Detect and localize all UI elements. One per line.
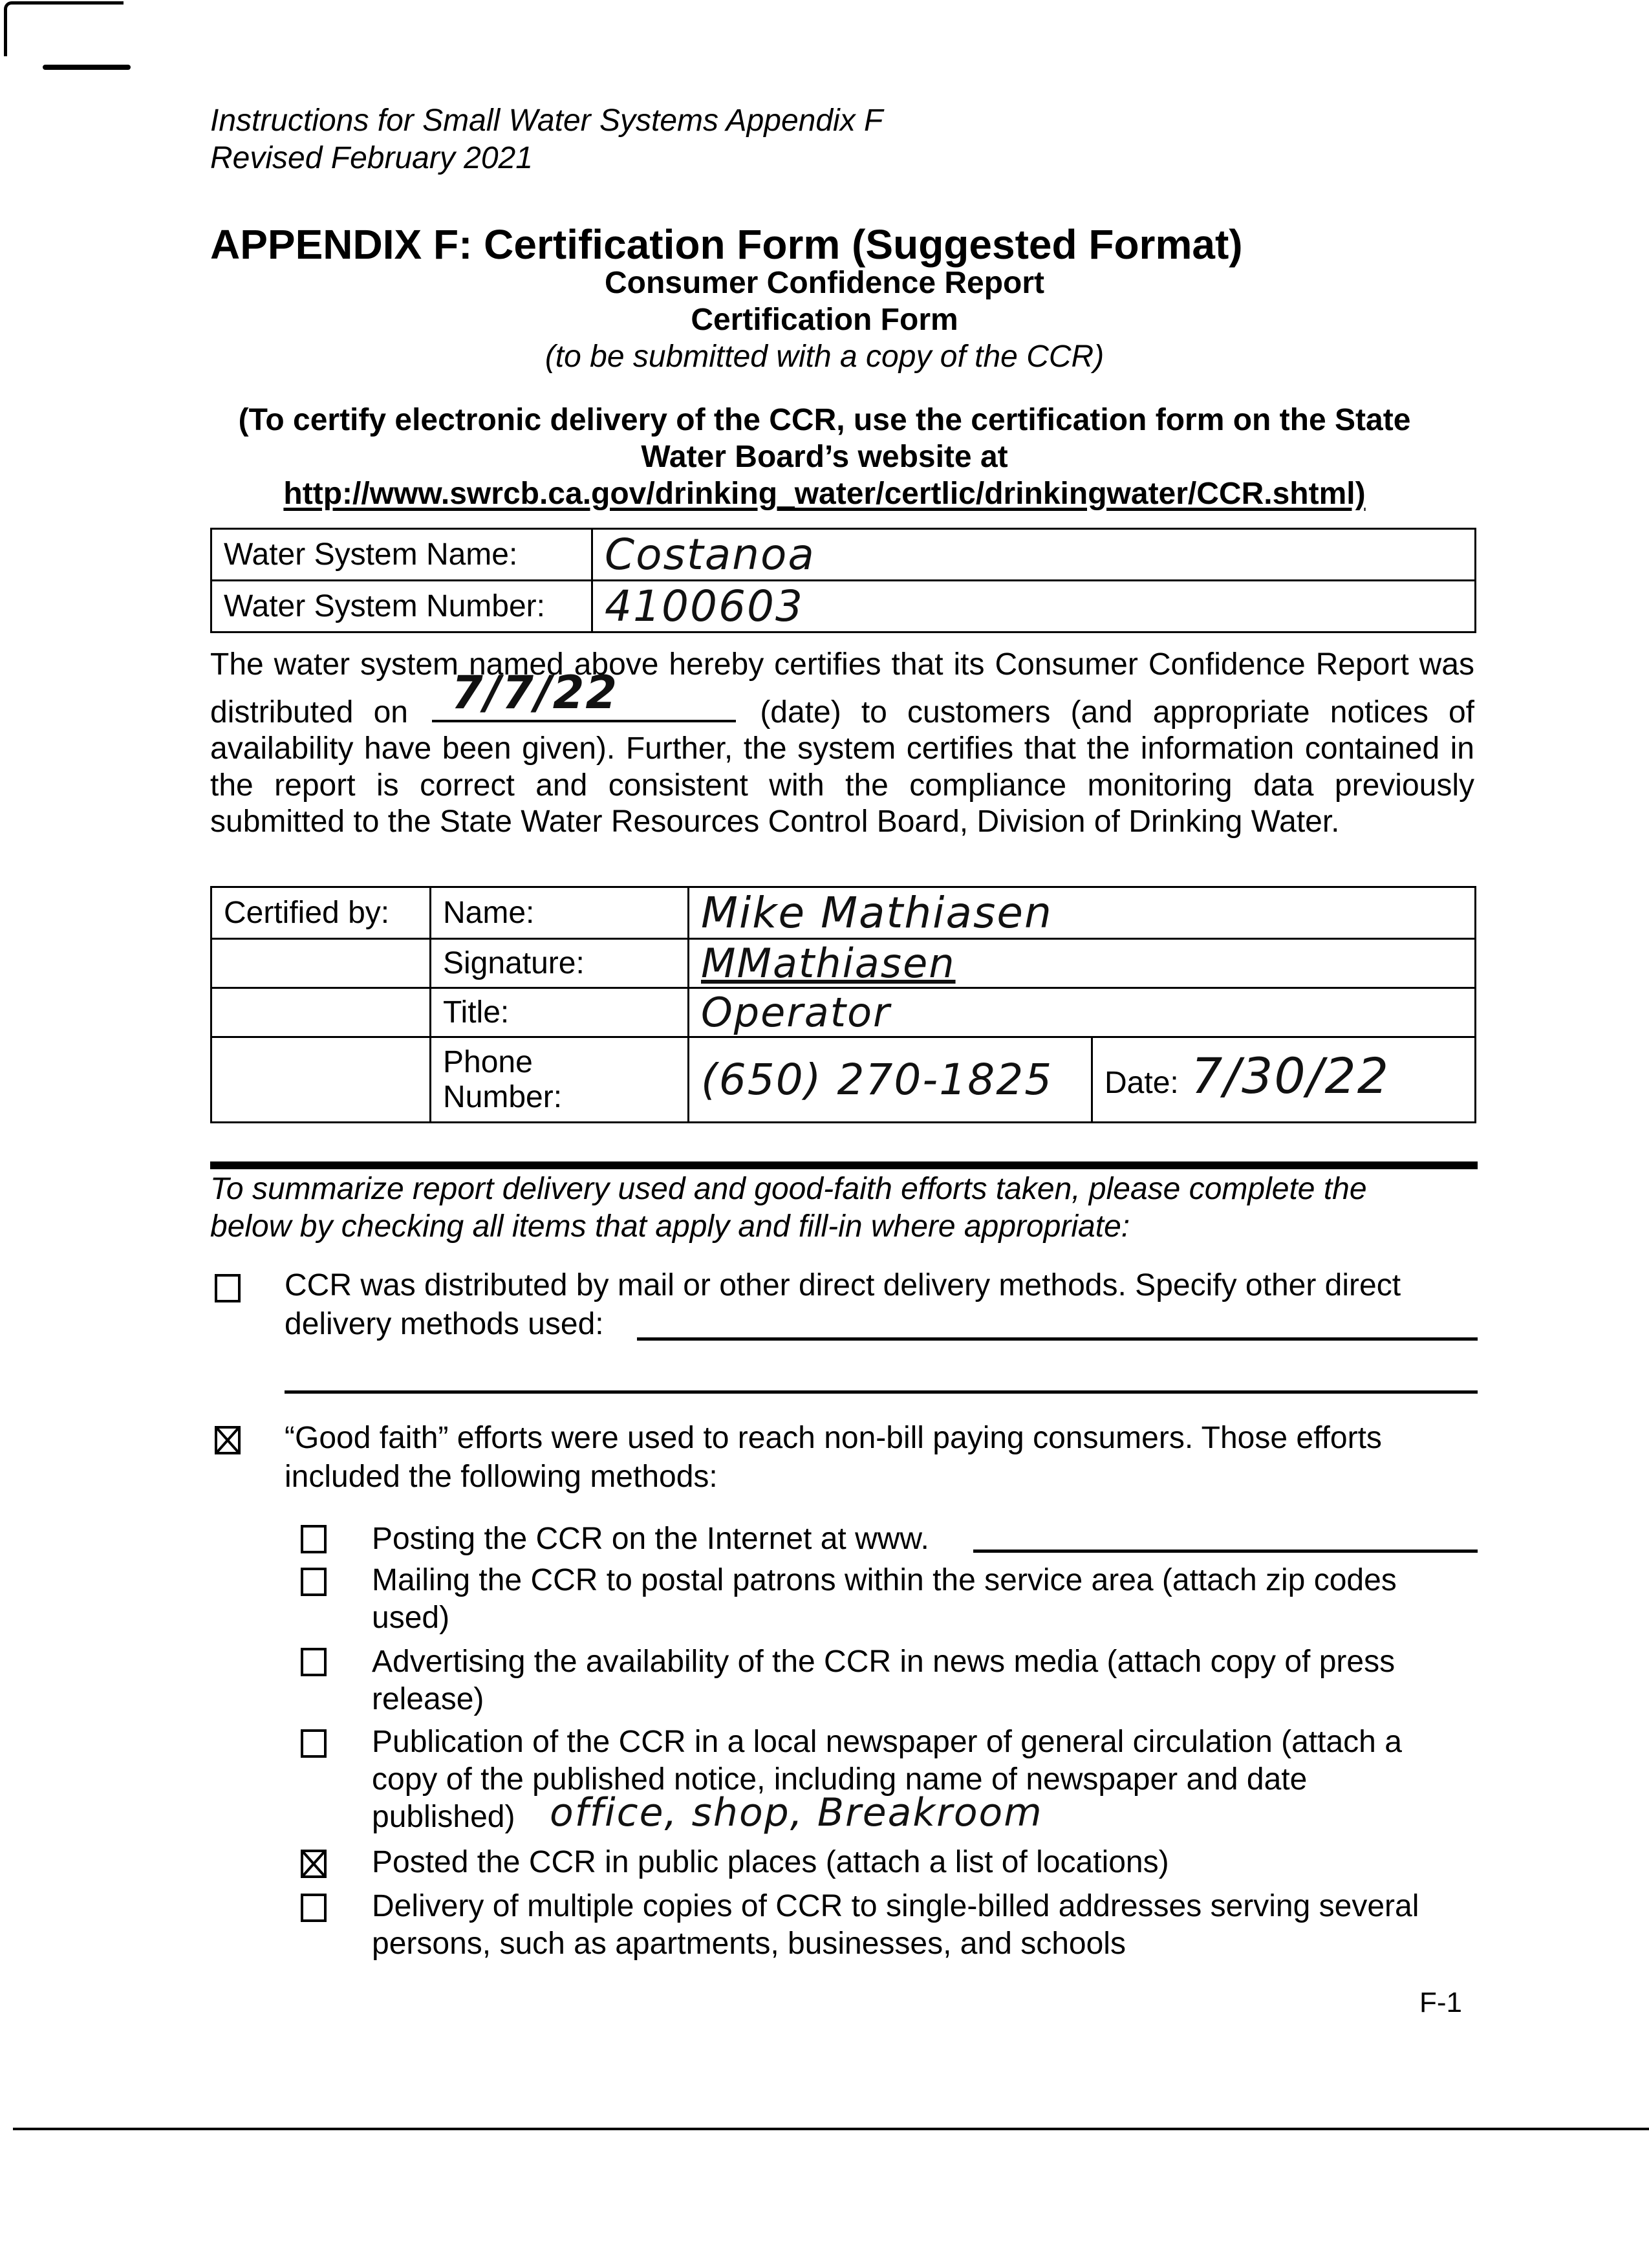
method-postal-text-line2: used) [372,1601,450,1635]
mail-delivery-text-line1: CCR was distributed by mail or other direct delivery methods. Specify other direct [285,1268,1401,1302]
state-water-board-link[interactable]: http://www.swrcb.ca.gov/drinking_water/certlic/drinkingwater/CCR.shtml) [283,477,1366,511]
water-system-name-value: Costanoa [605,530,815,579]
public-locations-handwritten: office, shop, Breakroom [550,1790,1043,1835]
date-field[interactable] [1092,1037,1476,1123]
subtitle-submission-note: (to be submitted with a copy of the CCR) [544,340,1105,374]
method-public-places-text: Posted the CCR in public places (attach a list of locations) [372,1845,1169,1879]
date-value: 7/30/22 [1191,1047,1390,1105]
scan-corner-mark [4,1,124,56]
method-postal-text-line1: Mailing the CCR to postal patrons within the service area (attach zip codes [372,1563,1397,1597]
certified-by-empty-cell [211,988,431,1037]
phone-value: (650) 270-1825 [701,1055,1053,1105]
certified-by-table [210,886,1476,1123]
certified-by-empty-cell [211,939,431,988]
distribution-date-field[interactable] [432,665,736,722]
phone-label-line2: Number: [443,1079,563,1114]
checkbox-x-mark-icon [215,1426,241,1454]
scan-dash-mark [43,65,131,70]
title-field[interactable] [689,988,1476,1037]
method-newspaper-checkbox[interactable] [301,1729,327,1758]
name-label: Name: [431,887,689,939]
mail-delivery-checkbox[interactable] [215,1274,241,1302]
section-divider [210,1161,1478,1169]
distribution-date-value: 7/7/22 [451,665,619,719]
delivery-methods-input-line2[interactable] [285,1390,1478,1394]
signature-value: MMathiasen [701,940,956,987]
instructions-line2: below by checking all items that apply and fill-in where appropriate: [210,1209,1130,1244]
checkbox-x-mark-icon [301,1850,327,1878]
internet-url-input[interactable] [973,1550,1478,1553]
scan-bottom-edge-line [13,2128,1649,2130]
subtitle-ccr: Consumer Confidence Report [604,266,1045,300]
signature-field[interactable] [689,939,1476,988]
instructions-line1: To summarize report delivery used and good-faith efforts taken, please complete the [210,1172,1367,1206]
method-newspaper-text-line3: published) [372,1800,515,1834]
method-public-places-checkbox[interactable] [301,1850,327,1878]
water-system-name-label: Water System Name: [211,529,592,581]
header-instructions-line: Instructions for Small Water Systems Appendix F [210,103,883,138]
certification-paragraph [210,647,1474,841]
water-system-table [210,528,1476,633]
date-label: Date: [1105,1066,1179,1100]
title-label: Title: [431,988,689,1037]
title-value: Operator [701,989,891,1036]
certification-text-after-date: (date) to customers (and appropriate notices of availability have been given). Further, the system certifies that the information contained in the report is correct and consistent with the compliance monitoring data previously submitted to the State Water Resources Control Board, Division of Drinking Water. [210,695,1475,839]
water-system-number-field[interactable] [592,581,1476,632]
method-news-media-text-line2: release) [372,1682,484,1716]
mail-delivery-text-line2: delivery methods used: [285,1307,604,1341]
method-newspaper-text-line2: copy of the published notice, including name of newspaper and date [372,1762,1308,1797]
signature-label: Signature: [431,939,689,988]
method-postal-checkbox[interactable] [301,1568,327,1596]
method-multiple-copies-checkbox[interactable] [301,1894,327,1922]
water-system-name-field[interactable] [592,529,1476,581]
phone-label [431,1037,689,1123]
method-news-media-text-line1: Advertising the availability of the CCR in news media (attach copy of press [372,1645,1396,1679]
certified-by-label: Certified by: [211,887,431,939]
method-internet-checkbox[interactable] [301,1525,327,1553]
good-faith-text-line1: “Good faith” efforts were used to reach non-bill paying consumers. Those efforts [285,1421,1382,1455]
certification-text-before-date: The water system named above hereby certifies that its Consumer Confidence Report was distributed on [210,647,1474,729]
electronic-note-line1: (To certify electronic delivery of the CCR, use the certification form on the State [238,403,1411,437]
page-number: F-1 [1419,1987,1462,2018]
certified-by-empty-cell [211,1037,431,1123]
delivery-methods-input[interactable] [637,1337,1478,1341]
water-system-number-label: Water System Number: [211,581,592,632]
good-faith-checkbox[interactable] [215,1426,241,1454]
good-faith-text-line2: included the following methods: [285,1460,718,1494]
method-newspaper-text-line1: Publication of the CCR in a local newspaper of general circulation (attach a [372,1725,1402,1759]
electronic-note-line2: Water Board’s website at [641,440,1008,474]
phone-label-line1: Phone [443,1044,533,1079]
method-multiple-copies-text-line1: Delivery of multiple copies of CCR to single-billed addresses serving several [372,1889,1419,1923]
name-field[interactable] [689,887,1476,939]
method-internet-text: Posting the CCR on the Internet at www. [372,1522,929,1556]
method-news-media-checkbox[interactable] [301,1648,327,1676]
water-system-number-value: 4100603 [605,581,804,631]
phone-field[interactable] [689,1037,1092,1123]
page-title: APPENDIX F: Certification Form (Suggested Format) [210,221,1243,268]
header-revised-line: Revised February 2021 [210,141,533,175]
subtitle-certification-form: Certification Form [691,303,958,337]
method-multiple-copies-text-line2: persons, such as apartments, businesses, and schools [372,1927,1126,1961]
name-value: Mike Mathiasen [701,888,1053,938]
